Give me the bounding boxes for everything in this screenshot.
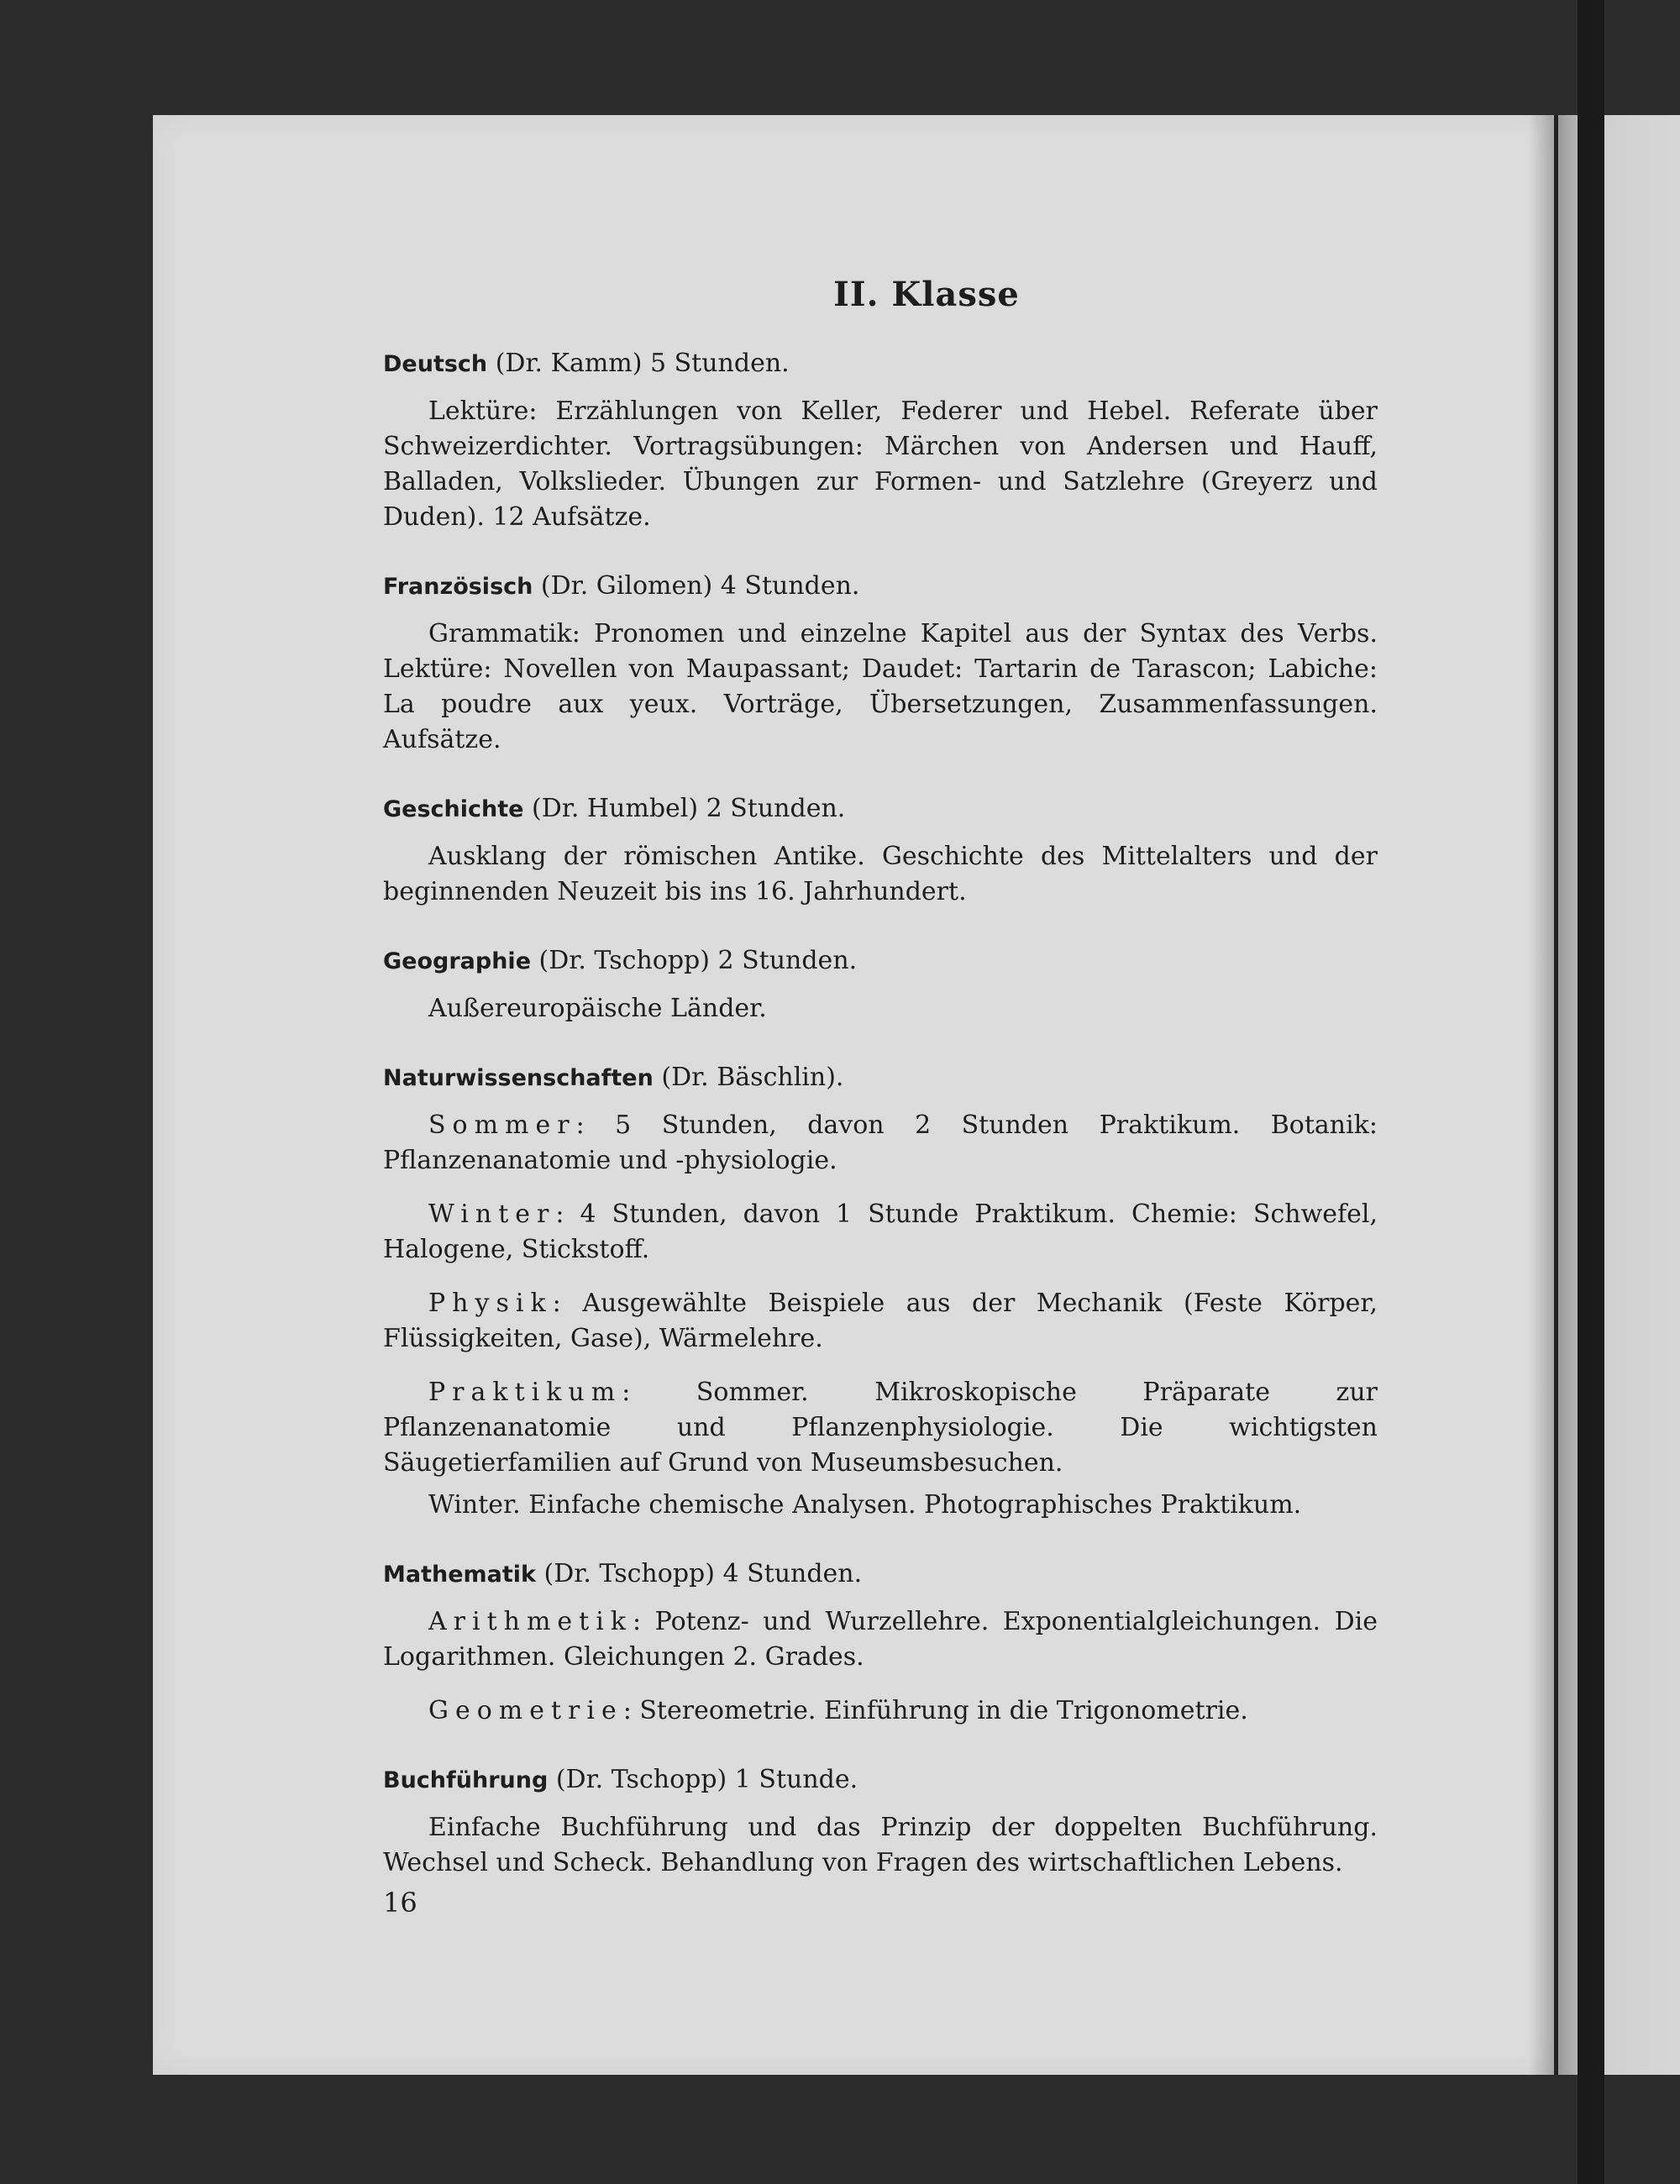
paragraph-text: : Potenz- und Wurzellehre. Exponentialgleichungen. Die Logarithmen. Gleichungen 2. Grades. (383, 1607, 1378, 1672)
paragraph-text: : Stereometrie. Einführung in die Trigonometrie. (622, 1696, 1248, 1725)
paragraph-label: Sommer (428, 1110, 576, 1140)
paragraph-text: Außereuropäische Länder. (428, 994, 767, 1023)
subject-geschichte (383, 791, 1378, 910)
subject-mathematik (383, 1557, 1378, 1729)
paragraph-text: Grammatik: Pronomen und einzelne Kapitel aus der Syntax des Verbs. Lektüre: Novellen von Maupassant; Daudet: Tartarin de Tarascon; Labiche: La poudre aux yeux. Vorträge, Übersetzungen, Zusammenfassungen. Aufsätze. (383, 619, 1378, 754)
subject-name: Französisch (383, 574, 533, 600)
subject-detail: (Dr. Humbel) 2 Stunden. (523, 794, 846, 823)
spine-shadow (1529, 115, 1558, 2075)
subject-heading (383, 1557, 1378, 1593)
subject-franzoesisch (383, 569, 1378, 758)
paragraph-label: Praktikum (428, 1378, 622, 1407)
subject-heading (383, 346, 1378, 382)
paragraph-text: : Sommer. Mikroskopische Präparate zur Pflanzenanatomie und Pflanzenphysiologie. Die wichtigsten Säugetierfamilien auf Grund von Museumsbesuchen. (383, 1378, 1378, 1478)
subject-paragraph (383, 617, 1378, 758)
paragraph-label: Winter (428, 1200, 556, 1229)
subject-paragraph (383, 1488, 1378, 1523)
paragraph-text: : 5 Stunden, davon 2 Stunden Praktikum. Botanik: Pflanzenanatomie und -physiologie. (383, 1110, 1378, 1175)
subject-naturwissenschaften (383, 1060, 1378, 1523)
subject-paragraph (383, 1286, 1378, 1357)
subject-name: Geographie (383, 948, 532, 974)
paragraph-text: : Ausgewählte Beispiele aus der Mechanik (Feste Körper, Flüssigkeiten, Gase), Wärmelehre. (383, 1289, 1378, 1353)
page-number: 16 (383, 1887, 417, 1919)
subject-detail: (Dr. Bäschlin). (653, 1063, 844, 1092)
paragraph-text: Ausklang der römischen Antike. Geschichte des Mittelalters und der beginnenden Neuzeit bis ins 16. Jahrhundert. (383, 842, 1378, 906)
subject-detail: (Dr. Gilomen) 4 Stunden. (533, 571, 860, 601)
subject-heading (383, 791, 1378, 827)
subject-paragraph (383, 1810, 1378, 1881)
paragraph-label: Physik (428, 1289, 553, 1318)
paragraph-text: Einfache Buchführung und das Prinzip der doppelten Buchführung. Wechsel und Scheck. Behandlung von Fragen des wirtschaftlichen Lebens. (383, 1813, 1378, 1877)
paragraph-text: : 4 Stunden, davon 1 Stunde Praktikum. Chemie: Schwefel, Halogene, Stickstoff. (383, 1200, 1378, 1264)
subject-name: Naturwissenschaften (383, 1065, 654, 1091)
subject-name: Mathematik (383, 1562, 536, 1588)
subject-paragraph (383, 1108, 1378, 1179)
subject-paragraph (383, 1197, 1378, 1268)
page-title: II. Klasse (833, 275, 1020, 314)
paragraph-text: Winter. Einfache chemische Analysen. Photographisches Praktikum. (428, 1490, 1302, 1520)
book-gutter (1578, 0, 1604, 2184)
page-content (383, 277, 1378, 1881)
subject-buchfuehrung (383, 1762, 1378, 1881)
subject-heading (383, 1060, 1378, 1096)
subject-paragraph (383, 839, 1378, 910)
subject-deutsch (383, 346, 1378, 535)
subject-name: Buchführung (383, 1767, 549, 1793)
subject-heading (383, 1762, 1378, 1798)
subject-paragraph (383, 394, 1378, 535)
subject-name: Geschichte (383, 796, 524, 822)
subject-paragraph (383, 1604, 1378, 1675)
subject-geographie (383, 943, 1378, 1026)
subject-name: Deutsch (383, 351, 488, 377)
paragraph-text: Lektüre: Erzählungen von Keller, Federer und Hebel. Referate über Schweizerdichter. Vortragsübungen: Märchen von Andersen und Hauff, Balladen, Volkslieder. Übungen zur Formen- und Satzlehre (Greyerz und Duden). 12 Aufsätze. (383, 396, 1378, 532)
subject-paragraph (383, 1375, 1378, 1481)
next-page-edge (1558, 115, 1680, 2075)
subject-detail: (Dr. Tschopp) 2 Stunden. (531, 946, 858, 975)
subject-detail: (Dr. Tschopp) 1 Stunde. (548, 1765, 858, 1794)
subject-paragraph (383, 1693, 1378, 1729)
subject-heading (383, 943, 1378, 979)
subject-paragraph (383, 991, 1378, 1026)
subject-detail: (Dr. Tschopp) 4 Stunden. (536, 1559, 863, 1588)
paragraph-label: Arithmetik (428, 1607, 633, 1636)
subject-heading (383, 569, 1378, 605)
paragraph-label: Geometrie (428, 1696, 623, 1725)
subject-detail: (Dr. Kamm) 5 Stunden. (487, 349, 790, 378)
